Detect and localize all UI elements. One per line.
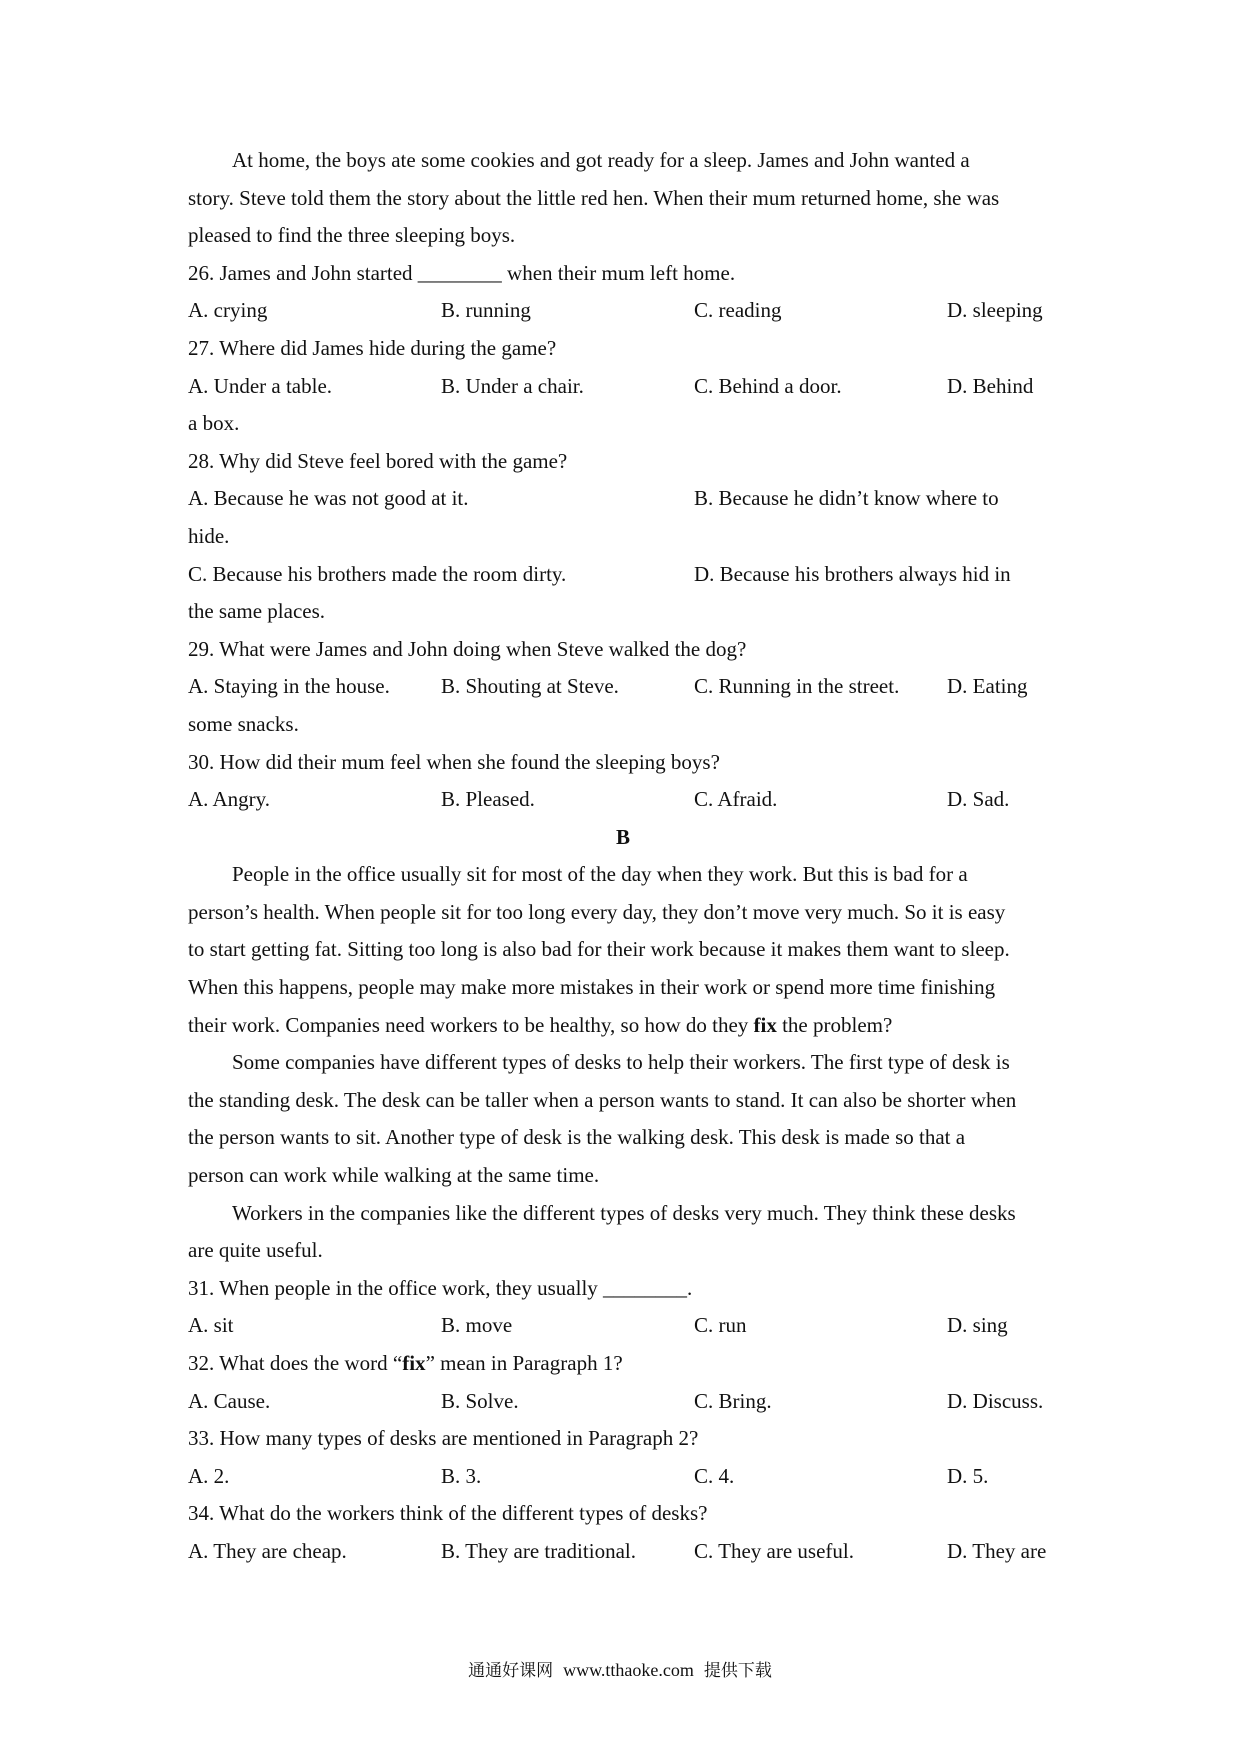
question-33: 33. How many types of desks are mentioned in Paragraph 2? (188, 1426, 699, 1451)
option-29-b: B. Shouting at Steve. (441, 674, 619, 699)
option-30-a: A. Angry. (188, 787, 271, 812)
options-30 (188, 781, 1058, 819)
footer-site-name: 通通好课网 (468, 1661, 554, 1681)
passage-b-line: are quite useful. (188, 1238, 323, 1263)
options-31 (188, 1307, 1058, 1345)
section-b-title: B (615, 824, 630, 849)
options-26 (188, 292, 1058, 330)
passage-line: pleased to find the three sleeping boys. (188, 223, 516, 248)
options-34 (188, 1533, 1058, 1571)
option-29-c: C. Running in the street. (694, 674, 900, 699)
footer-url[interactable]: www.tthaoke.com (563, 1660, 694, 1680)
options-28-row1 (188, 480, 1058, 518)
option-34-b: B. They are traditional. (441, 1538, 636, 1563)
exam-page (188, 142, 1058, 1571)
question-32 (188, 1345, 1058, 1383)
option-30-c: C. Afraid. (694, 787, 778, 812)
question-34: 34. What do the workers think of the different types of desks? (188, 1501, 708, 1526)
options-29 (188, 668, 1058, 706)
question-29: 29. What were James and John doing when Steve walked the dog? (188, 636, 747, 661)
passage-b-line: Workers in the companies like the different types of desks very much. They think these desks (232, 1200, 1016, 1225)
passage-b-line: People in the office usually sit for most of the day when they work. But this is bad for a (232, 862, 968, 887)
passage-line: At home, the boys ate some cookies and got ready for a sleep. James and John wanted a (232, 148, 970, 172)
page-footer (0, 1656, 1240, 1681)
option-32-a: A. Cause. (188, 1388, 271, 1413)
passage-b-line: Some companies have different types of desks to help their workers. The first type of desk is (232, 1050, 1010, 1075)
option-34-a: A. They are cheap. (188, 1538, 347, 1563)
passage-b-line: to start getting fat. Sitting too long is also bad for their work because it makes them want to sleep. (188, 937, 1010, 962)
keyword-fix: fix (753, 1012, 777, 1037)
option-28-d-wrap: the same places. (188, 599, 326, 624)
options-33 (188, 1458, 1058, 1496)
option-32-c: C. Bring. (694, 1388, 772, 1413)
option-30-d: D. Sad. (947, 787, 1010, 812)
options-27 (188, 368, 1058, 406)
option-33-c: C. 4. (694, 1463, 735, 1488)
options-28-row2 (188, 556, 1058, 594)
option-33-d: D. 5. (947, 1463, 989, 1488)
option-27-d: D. Behind (947, 373, 1034, 398)
keyword-fix: fix (402, 1351, 426, 1375)
passage-b-line: person’s health. When people sit for too long every day, they don’t move very much. So it is easy (188, 899, 1006, 924)
option-26-d: D. sleeping (947, 298, 1043, 323)
option-31-d: D. sing (947, 1313, 1008, 1338)
option-33-b: B. 3. (441, 1463, 482, 1488)
option-34-c: C. They are useful. (694, 1538, 854, 1563)
passage-b-text: their work. Companies need workers to be healthy, so how do they (188, 1012, 754, 1037)
option-26-b: B. running (441, 298, 531, 323)
question-32-text: ” mean in Paragraph 1? (425, 1351, 623, 1375)
passage-b-line-last (188, 1007, 1058, 1045)
option-28-a: A. Because he was not good at it. (188, 486, 469, 511)
option-26-a: A. crying (188, 298, 268, 323)
option-34-d: D. They are (947, 1538, 1047, 1563)
question-30: 30. How did their mum feel when she found the sleeping boys? (188, 749, 720, 774)
option-30-b: B. Pleased. (441, 787, 535, 812)
passage-line: story. Steve told them the story about the little red hen. When their mum returned home, she was (188, 185, 1000, 210)
question-28: 28. Why did Steve feel bored with the game? (188, 448, 568, 473)
passage-b-line: the standing desk. The desk can be taller when a person wants to stand. It can also be shorter when (188, 1087, 1017, 1112)
options-32 (188, 1383, 1058, 1421)
option-28-b-wrap: hide. (188, 523, 230, 548)
option-29-d-wrap: some snacks. (188, 711, 299, 736)
question-27: 27. Where did James hide during the game? (188, 335, 557, 360)
question-26: 26. James and John started ________ when their mum left home. (188, 260, 736, 285)
option-28-b: B. Because he didn’t know where to (694, 486, 999, 511)
option-32-b: B. Solve. (441, 1388, 519, 1413)
option-27-a: A. Under a table. (188, 373, 333, 398)
question-31: 31. When people in the office work, they usually ________. (188, 1275, 693, 1300)
option-27-d-wrap: a box. (188, 411, 240, 436)
option-27-b: B. Under a chair. (441, 373, 584, 398)
footer-download-text: 提供下载 (703, 1661, 772, 1681)
option-29-d: D. Eating (947, 674, 1028, 699)
option-33-a: A. 2. (188, 1463, 230, 1488)
passage-b-line: person can work while walking at the same time. (188, 1163, 600, 1188)
passage-b-line: When this happens, people may make more mistakes in their work or spend more time finishing (188, 975, 996, 1000)
option-27-c: C. Behind a door. (694, 373, 842, 398)
option-29-a: A. Staying in the house. (188, 674, 390, 699)
option-28-c: C. Because his brothers made the room dirty. (188, 561, 567, 586)
option-28-d: D. Because his brothers always hid in (694, 561, 1011, 586)
option-32-d: D. Discuss. (947, 1388, 1044, 1413)
option-31-a: A. sit (188, 1313, 234, 1338)
option-26-c: C. reading (694, 298, 782, 323)
passage-b-line: the person wants to sit. Another type of desk is the walking desk. This desk is made so that a (188, 1125, 966, 1150)
question-32-text: 32. What does the word “ (188, 1351, 403, 1375)
passage-b-text: the problem? (776, 1012, 893, 1037)
option-31-c: C. run (694, 1313, 747, 1338)
option-31-b: B. move (441, 1313, 513, 1338)
